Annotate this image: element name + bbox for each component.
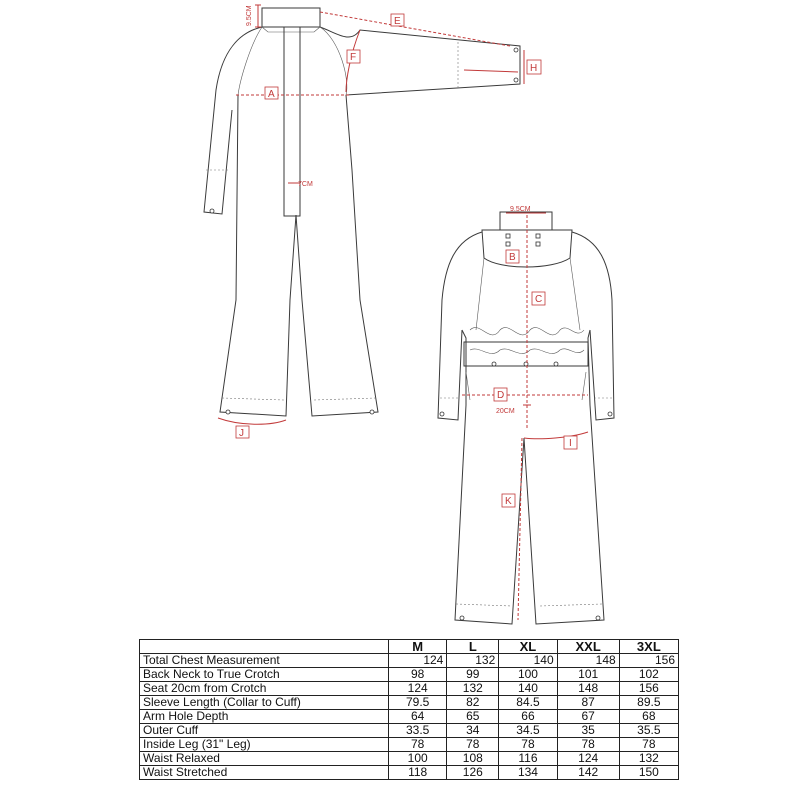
cell: 132 <box>619 752 678 766</box>
row-label: Outer Cuff <box>140 724 389 738</box>
label-b: B <box>509 252 516 263</box>
cell: 108 <box>447 752 499 766</box>
back-collar-dimension: 9.5CM <box>510 206 531 213</box>
cell: 150 <box>619 766 678 780</box>
size-header: XXL <box>557 640 619 654</box>
cell: 78 <box>499 738 557 752</box>
cell: 35.5 <box>619 724 678 738</box>
cell: 102 <box>619 668 678 682</box>
cell: 78 <box>619 738 678 752</box>
cell: 89.5 <box>619 696 678 710</box>
seat-offset-dimension: 20CM <box>496 408 515 415</box>
cell: 118 <box>389 766 447 780</box>
back-labels <box>494 206 577 507</box>
cell: 64 <box>389 710 447 724</box>
cell: 124 <box>389 682 447 696</box>
size-header: 3XL <box>619 640 678 654</box>
table-row <box>140 724 679 738</box>
table-row <box>140 682 679 696</box>
front-view <box>204 8 520 416</box>
table-row <box>140 668 679 682</box>
cell: 78 <box>557 738 619 752</box>
label-c: C <box>535 294 543 305</box>
table-row <box>140 696 679 710</box>
cell: 140 <box>499 682 557 696</box>
corner-cell <box>140 640 389 654</box>
cell: 124 <box>557 752 619 766</box>
cell: 68 <box>619 710 678 724</box>
label-j: J <box>239 428 244 439</box>
size-header-row <box>140 640 679 654</box>
cell: 34.5 <box>499 724 557 738</box>
cell: 35 <box>557 724 619 738</box>
cell: 100 <box>499 668 557 682</box>
cell: 98 <box>389 668 447 682</box>
cell: 65 <box>447 710 499 724</box>
label-e: E <box>394 16 401 27</box>
size-header: L <box>447 640 499 654</box>
back-view <box>438 212 614 624</box>
row-label: Seat 20cm from Crotch <box>140 682 389 696</box>
back-measurements <box>462 213 588 620</box>
cell: 100 <box>389 752 447 766</box>
cell: 140 <box>499 654 557 668</box>
cell: 78 <box>389 738 447 752</box>
cell: 78 <box>447 738 499 752</box>
table-row <box>140 738 679 752</box>
label-i: I <box>569 438 572 449</box>
table-row <box>140 766 679 780</box>
cell: 99 <box>447 668 499 682</box>
cell: 82 <box>447 696 499 710</box>
label-h: H <box>530 63 538 74</box>
size-header: XL <box>499 640 557 654</box>
label-f: F <box>350 52 357 63</box>
size-header: M <box>389 640 447 654</box>
cell: 116 <box>499 752 557 766</box>
cell: 84.5 <box>499 696 557 710</box>
cell: 87 <box>557 696 619 710</box>
table-row <box>140 710 679 724</box>
cell: 66 <box>499 710 557 724</box>
zip-offset-dimension: 7CM <box>298 181 313 188</box>
row-label: Back Neck to True Crotch <box>140 668 389 682</box>
cell: 148 <box>557 682 619 696</box>
row-label: Sleeve Length (Collar to Cuff) <box>140 696 389 710</box>
front-collar-dimension: 9.5CM <box>246 5 253 26</box>
cell: 156 <box>619 654 678 668</box>
row-label: Arm Hole Depth <box>140 710 389 724</box>
cell: 33.5 <box>389 724 447 738</box>
table-row <box>140 654 679 668</box>
cell: 79.5 <box>389 696 447 710</box>
cell: 134 <box>499 766 557 780</box>
cell: 148 <box>557 654 619 668</box>
size-chart-table <box>139 639 679 780</box>
cell: 142 <box>557 766 619 780</box>
row-label: Waist Stretched <box>140 766 389 780</box>
cell: 126 <box>447 766 499 780</box>
label-k: K <box>505 496 512 507</box>
table-row <box>140 752 679 766</box>
cell: 101 <box>557 668 619 682</box>
front-labels <box>236 5 541 439</box>
row-label: Waist Relaxed <box>140 752 389 766</box>
cell: 132 <box>447 654 499 668</box>
cell: 132 <box>447 682 499 696</box>
front-measurements <box>218 5 524 424</box>
row-label: Inside Leg (31" Leg) <box>140 738 389 752</box>
cell: 34 <box>447 724 499 738</box>
cell: 67 <box>557 710 619 724</box>
cell: 156 <box>619 682 678 696</box>
row-label: Total Chest Measurement <box>140 654 389 668</box>
cell: 124 <box>389 654 447 668</box>
label-d: D <box>497 390 505 401</box>
label-a: A <box>268 89 275 100</box>
